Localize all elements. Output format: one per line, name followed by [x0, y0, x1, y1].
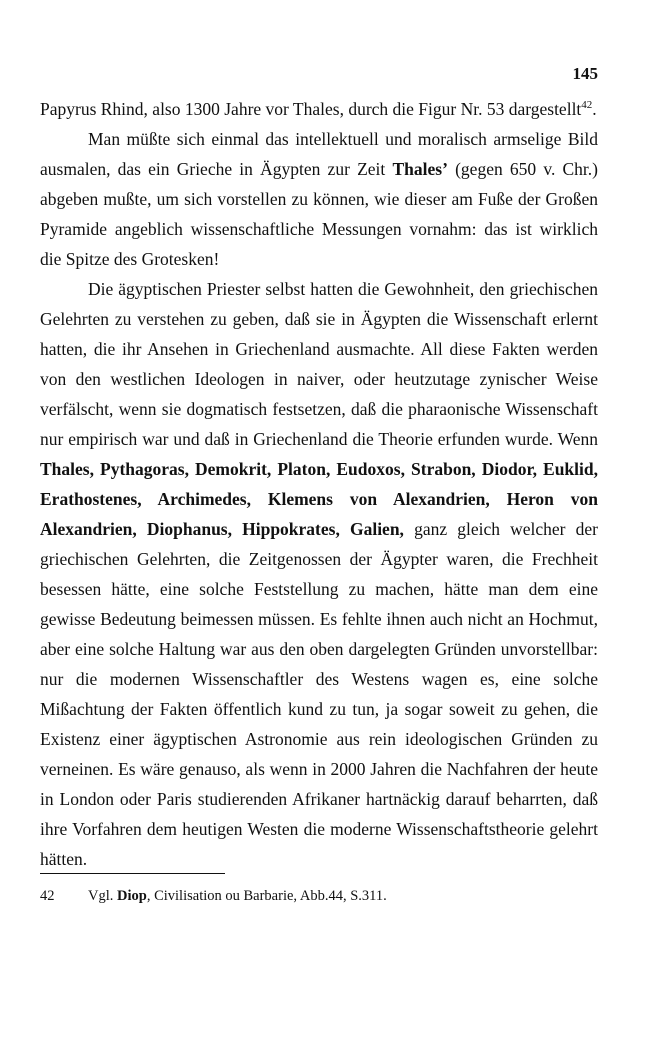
- body-text: [40, 94, 598, 874]
- footnote-citation: , Civilisation ou Barbarie, Abb.44, S.311.: [146, 888, 387, 904]
- paragraph-3-text-a: Die ägyptischen Priester selbst hatten die Gewohnheit, den griechischen Gelehrten zu verstehen zu geben, daß sie in Ägypten die Wissenschaft erlernt hatten, die ihr Ansehen in Griechenland ausmachte. All diese Fakten werden von den westlichen Ideologen in naiver, oder heutzutage zynischer Weise verfälscht, wenn sie dogmatisch festsetzen, daß die pharaonische Wissenschaft nur empirisch war und daß in Griechenland die Theorie erfunden wurde. Wenn: [40, 279, 598, 449]
- footnote-divider: [40, 873, 225, 874]
- paragraph-2-text-a: Man müßte sich einmal das intellektuell und moralisch armselige Bild ausmalen, das ein Grieche in Ägypten zur Zeit: [40, 129, 598, 179]
- paragraph-2-text-b: (gegen 650 v. Chr.) abgeben mußte, um sich vorstellen zu können, wie dieser am Fuße der Großen Pyramide angeblich wissenschaftliche Messungen vornahm: das ist wirklich die Spitze des Grotesken!: [40, 159, 598, 269]
- paragraph-1-text: Papyrus Rhind, also 1300 Jahre vor Thales, durch die Figur Nr. 53 dargestellt: [40, 99, 582, 119]
- name-thales: Thales’: [392, 159, 448, 179]
- greek-scholars-list: Thales, Pythagoras, Demokrit, Platon, Eudoxos, Strabon, Diodor, Euklid, Erathostenes, Archimedes, Klemens von Alexandrien, Heron von Alexandrien, Diophanus, Hippokrates, Galien,: [40, 459, 598, 539]
- paragraph-1-tail: .: [592, 99, 597, 119]
- footnote-reference: 42: [581, 99, 593, 111]
- footnote: [40, 886, 600, 906]
- paragraph-3: [40, 274, 598, 874]
- paragraph-1: [40, 94, 598, 124]
- page-number: 145: [572, 64, 598, 83]
- footnote-author: Diop: [117, 888, 147, 904]
- paragraph-3-text-b: ganz gleich welcher der griechischen Gelehrten, die Zeitgenossen der Ägypter waren, die Frechheit besessen hätte, eine solche Feststellung zu machen, hätte man dem eine gewisse Bedeutung beimessen müssen. Es fehlte ihnen auch nicht an Hochmut, aber eine solche Haltung war aus den oben dargelegten Gründen unvorstellbar: nur die modernen Wissenschaftler des Westens wagen es, eine solche Mißachtung der Fakten öffentlich kund zu tun, ja sogar soweit zu gehen, die Existenz einer ägyptischen Astronomie aus rein ideologischen Gründen zu verneinen. Es wäre genauso, als wenn in 2000 Jahren die Nachfahren der heute in London oder Paris studierenden Afrikaner hartnäckig darauf beharrten, daß ihre Vorfahren dem heutigen Westen die moderne Wissenschaftstheorie gelehrt hätten.: [40, 519, 598, 869]
- footnote-number: 42: [40, 888, 55, 904]
- paragraph-2: [40, 124, 598, 274]
- footnote-prefix: Vgl.: [88, 888, 117, 904]
